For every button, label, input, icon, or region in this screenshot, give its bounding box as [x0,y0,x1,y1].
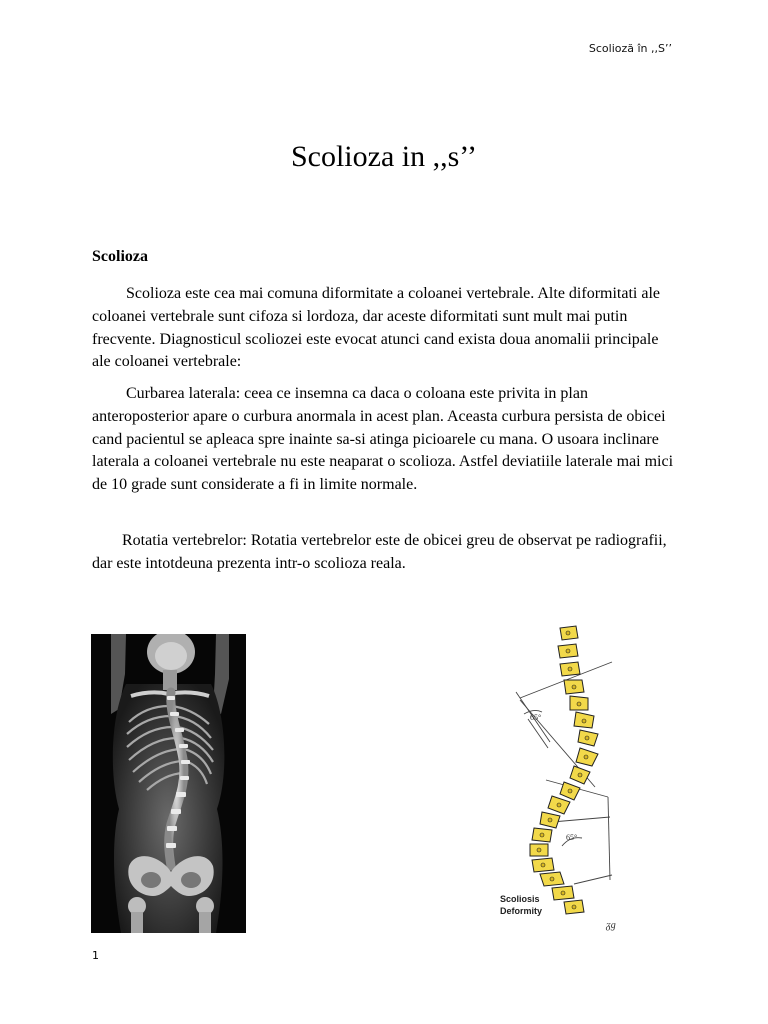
paragraph-rotation: Rotatia vertebrelor: Rotatia vertebrelor este de obicei greu de observat pe radiografii, dar este intotdeuna prezenta intr-o scolioza reala. [92,532,667,572]
diagram-caption-line1: Scoliosis [500,894,540,904]
diagram-caption-line2: Deformity [500,906,543,916]
lower-angle-label: 65° [566,833,578,842]
running-header: Scolioză în ,,S’’ [588,42,672,55]
upper-angle-label: 65° [530,713,542,722]
artist-signature: ᵹg [606,920,616,931]
document-title: Scolioza in ,,s’’ [290,140,478,173]
xray-image [91,634,246,933]
paragraph-intro: Scolioza este cea mai comuna diformitate a coloanei vertebrale. Alte diformitati ale coloanei vertebrale sunt cifoza si lordoza, dar aceste diformitati sunt mult mai putin frecvente. Diagnosticul scoliozei este evocat atunci cand exista doua anomalii principale ale coloanei vertebrale: [92,285,660,371]
spine-diagram-illustration [490,622,630,940]
section-heading: Scolioza [92,248,148,265]
paragraph-lateral-curve: Curbarea laterala: ceea ce insemna ca daca o coloana este privita in plan anteroposterior apare o curbura anormala in acest plan. Aceasta curbura persista de obicei cand pacientul se apleaca spre inainte sa-si atinga picioarele cu mana. O usoara inclinare laterala a coloanei vertebrale nu este neaparat o scolioza. Astfel deviatiile laterale mai mici de 10 grade sunt considerate a fi in limite normale. [92,385,674,494]
xray-illustration [91,634,246,933]
page-number: 1 [92,949,99,962]
scoliosis-deformity-diagram [490,622,630,940]
